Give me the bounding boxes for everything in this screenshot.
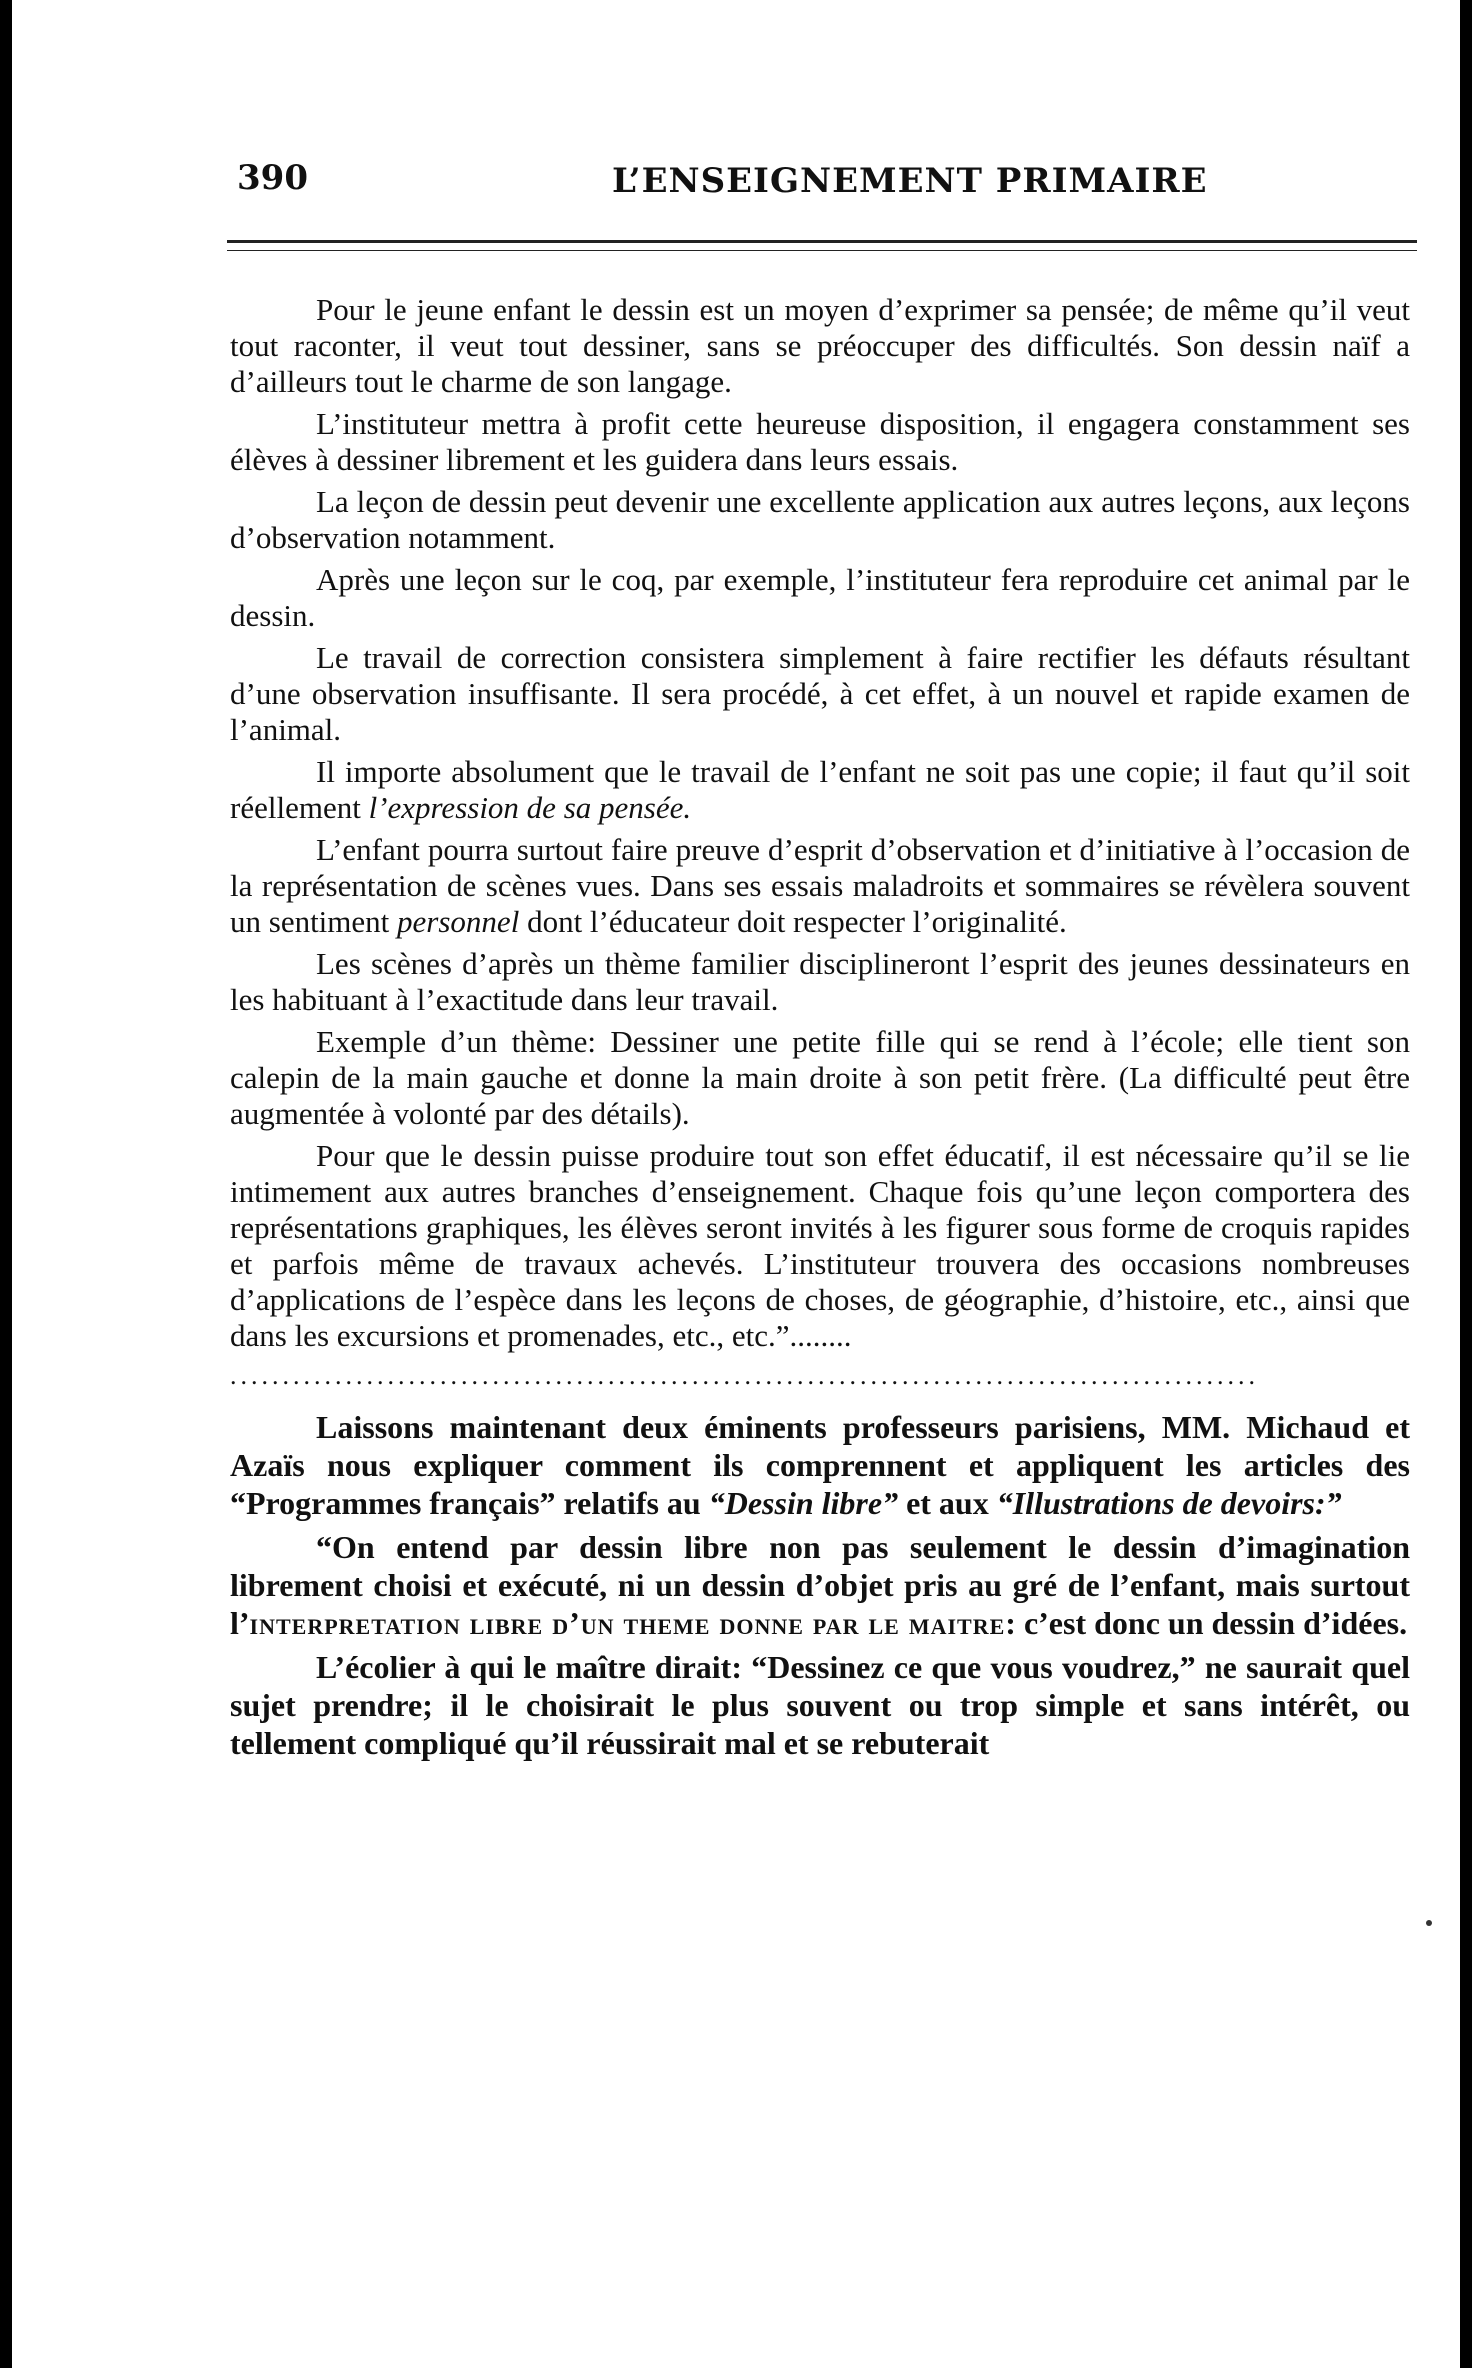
page-header [12, 158, 1460, 208]
paragraph [230, 754, 1410, 826]
paragraph-text: Laissons maintenant deux éminents professeurs parisiens, MM. Michaud et Azaïs nous expliquer comment ils comprennent et appliquent les articles des “Programmes français” relatifs au [230, 1409, 1410, 1521]
paragraph [230, 1408, 1410, 1522]
paragraph: La leçon de dessin peut devenir une excellente application aux autres leçons, aux leçons d’observation notamment. [230, 484, 1410, 555]
paragraph [230, 1528, 1410, 1642]
header-rule-thin [227, 250, 1417, 251]
quoted-section [230, 1408, 1410, 1762]
book-page [12, 0, 1460, 2368]
running-title: L’ENSEIGNEMENT PRIMAIRE [612, 161, 1208, 201]
paragraph [230, 832, 1410, 940]
paragraph: L’instituteur mettra à profit cette heureuse disposition, il engagera constamment ses élèves à dessiner librement et les guidera dans leurs essais. [230, 406, 1410, 477]
paragraph: Le travail de correction consistera simplement à faire rectifier les défauts résultant d’une observation insuffisante. Il sera procédé, à cet effet, à un nouvel et rapide examen de l’animal. [230, 640, 1410, 747]
paragraph: Pour que le dessin puisse produire tout son effet éducatif, il est nécessaire qu’il se lie intimement aux autres branches d’enseignement. Chaque fois qu’une leçon comportera des représentations graphiques, les élèves seront invités à les figurer sous forme de croquis rapides et parfois même de travaux achevés. L’instituteur trouvera des occasions nombreuses d’applications de l’espèce dans les leçons de choses, de géographie, d’histoire, etc., ainsi que dans les excursions et promenades, etc., etc.”........ [230, 1138, 1410, 1353]
paragraph-text: et aux [898, 1485, 997, 1521]
paragraph-text: L’enfant pourra surtout faire preuve d’esprit d’observation et d’initiative à l’occasion de la représentation de scènes vues. Dans ses essais maladroits et sommaires se révèlera souvent un sentiment [230, 832, 1410, 939]
paragraph: L’écolier à qui le maître dirait: “Dessinez ce que vous voudrez,” ne saurait quel sujet prendre; il le choisirait le plus souvent ou trop simple et sans intérêt, ou tellement compliqué qu’il réussirait mal et se rebuterait [230, 1649, 1410, 1761]
paragraph-text: : c’est donc un dessin d’idées. [1005, 1605, 1408, 1641]
body-text [230, 292, 1410, 1768]
paragraph: Exemple d’un thème: Dessiner une petite fille qui se rend à l’école; elle tient son calepin de la main gauche et donne la main droite à son petit frère. (La difficulté peut être augmentée à volonté par des détails). [230, 1024, 1410, 1131]
italic-phrase: “Illustrations de devoirs:” [996, 1485, 1342, 1521]
paragraph: Pour le jeune enfant le dessin est un moyen d’exprimer sa pensée; de même qu’il veut tout raconter, il veut tout dessiner, sans se préoccuper des difficultés. Son dessin naïf a d’ailleurs tout le charme de son langage. [230, 292, 1410, 399]
page-number: 390 [237, 158, 308, 198]
paragraph-text: Il importe absolument que le travail de l’enfant ne soit pas une copie; il faut qu’il soit réellement [230, 754, 1410, 825]
paragraph-text: “On entend par dessin libre non pas seulement le dessin d’imagination librement choisi et exécuté, ni un dessin d’objet pris au gré de l’enfant, mais surtout l’ [230, 1529, 1410, 1641]
dotted-separator: .................................................................................................. [230, 1362, 1259, 1390]
italic-phrase: l’expression de sa pensée. [368, 790, 692, 825]
italic-word: personnel [397, 904, 520, 939]
paragraph-text: dont l’éducateur doit respecter l’originalité. [519, 904, 1067, 939]
paragraph: Après une leçon sur le coq, par exemple, l’instituteur fera reproduire cet animal par le dessin. [230, 562, 1410, 633]
paragraph: Les scènes d’après un thème familier disciplineront l’esprit des jeunes dessinateurs en les habituant à l’exactitude dans leur travail. [230, 946, 1410, 1017]
small-caps-phrase: interpretation libre d’un theme donne par le maitre [249, 1605, 1006, 1641]
scan-speck [1426, 1920, 1432, 1926]
italic-phrase: “Dessin libre” [708, 1485, 899, 1521]
header-rule-thick [227, 240, 1417, 243]
